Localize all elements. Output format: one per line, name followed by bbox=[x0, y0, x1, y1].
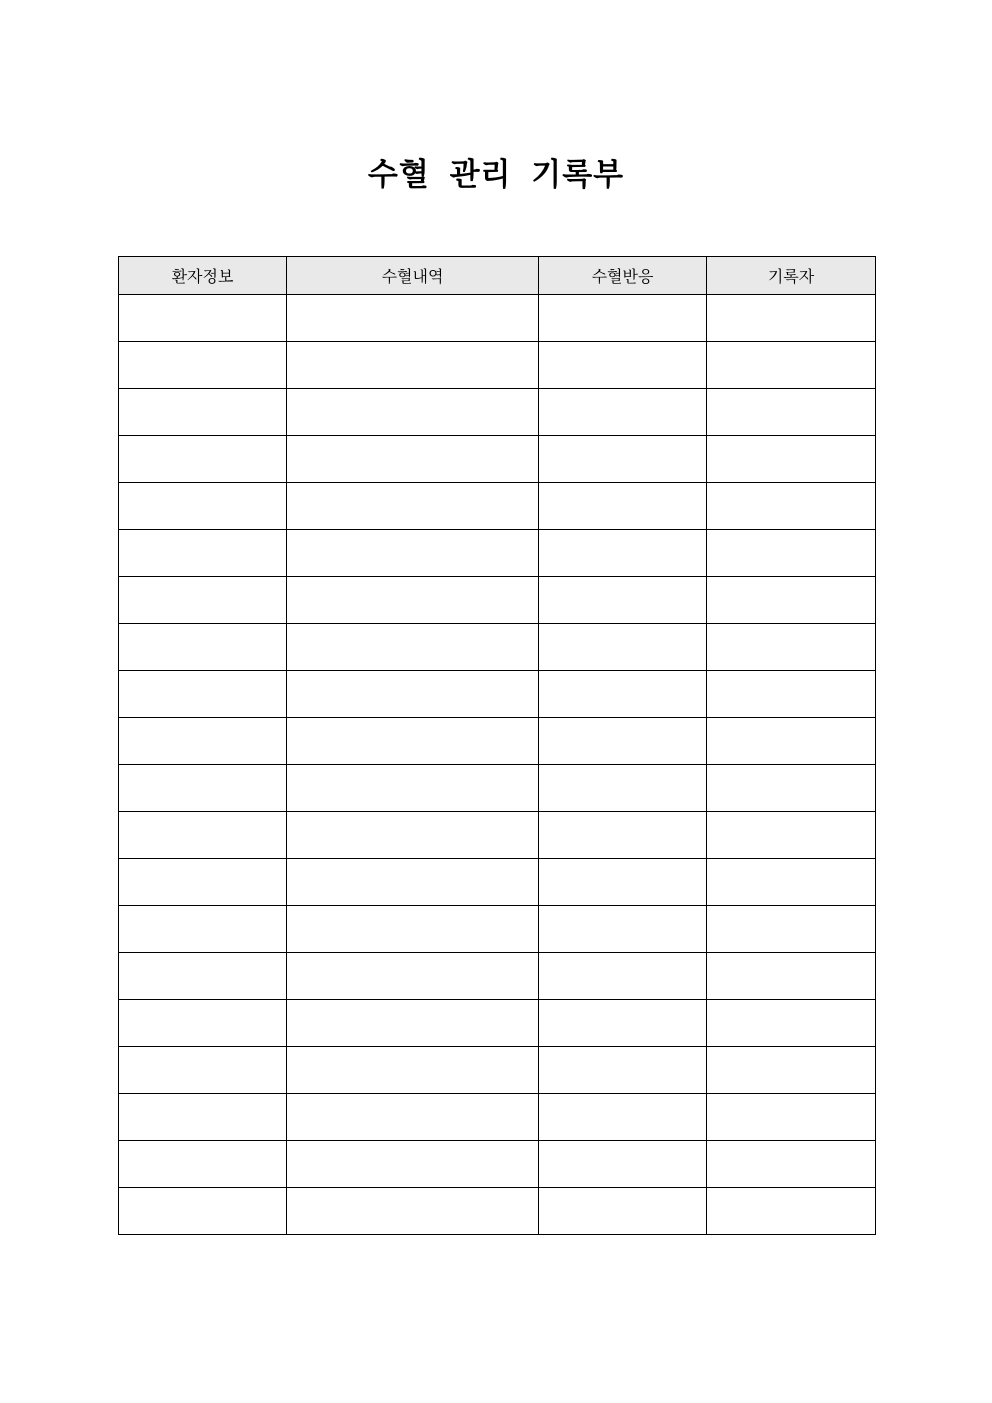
table-body bbox=[119, 295, 876, 1235]
table-row bbox=[119, 1000, 876, 1047]
cell-transfusion-details[interactable] bbox=[287, 624, 539, 671]
cell-recorder[interactable] bbox=[707, 436, 876, 483]
cell-patient-info[interactable] bbox=[119, 1047, 287, 1094]
table-row bbox=[119, 906, 876, 953]
column-header-transfusion-details: 수혈내역 bbox=[287, 257, 539, 295]
cell-transfusion-details[interactable] bbox=[287, 295, 539, 342]
cell-transfusion-reaction[interactable] bbox=[539, 1188, 707, 1235]
cell-patient-info[interactable] bbox=[119, 859, 287, 906]
cell-transfusion-details[interactable] bbox=[287, 906, 539, 953]
table-row bbox=[119, 436, 876, 483]
cell-transfusion-reaction[interactable] bbox=[539, 436, 707, 483]
cell-recorder[interactable] bbox=[707, 530, 876, 577]
table-row bbox=[119, 671, 876, 718]
cell-patient-info[interactable] bbox=[119, 718, 287, 765]
cell-patient-info[interactable] bbox=[119, 389, 287, 436]
cell-patient-info[interactable] bbox=[119, 1141, 287, 1188]
table-row bbox=[119, 859, 876, 906]
table-row bbox=[119, 1047, 876, 1094]
cell-recorder[interactable] bbox=[707, 389, 876, 436]
cell-transfusion-reaction[interactable] bbox=[539, 342, 707, 389]
cell-transfusion-details[interactable] bbox=[287, 1047, 539, 1094]
column-header-transfusion-reaction: 수혈반응 bbox=[539, 257, 707, 295]
cell-transfusion-reaction[interactable] bbox=[539, 1000, 707, 1047]
cell-transfusion-details[interactable] bbox=[287, 389, 539, 436]
cell-transfusion-details[interactable] bbox=[287, 953, 539, 1000]
column-header-patient-info: 환자정보 bbox=[119, 257, 287, 295]
cell-patient-info[interactable] bbox=[119, 765, 287, 812]
cell-transfusion-details[interactable] bbox=[287, 1000, 539, 1047]
cell-recorder[interactable] bbox=[707, 812, 876, 859]
cell-patient-info[interactable] bbox=[119, 295, 287, 342]
table-row bbox=[119, 1141, 876, 1188]
cell-transfusion-details[interactable] bbox=[287, 859, 539, 906]
cell-recorder[interactable] bbox=[707, 483, 876, 530]
cell-recorder[interactable] bbox=[707, 953, 876, 1000]
cell-recorder[interactable] bbox=[707, 1141, 876, 1188]
cell-recorder[interactable] bbox=[707, 718, 876, 765]
cell-patient-info[interactable] bbox=[119, 953, 287, 1000]
cell-transfusion-details[interactable] bbox=[287, 765, 539, 812]
cell-recorder[interactable] bbox=[707, 577, 876, 624]
cell-patient-info[interactable] bbox=[119, 906, 287, 953]
cell-transfusion-details[interactable] bbox=[287, 342, 539, 389]
cell-recorder[interactable] bbox=[707, 624, 876, 671]
cell-transfusion-reaction[interactable] bbox=[539, 389, 707, 436]
cell-transfusion-reaction[interactable] bbox=[539, 1047, 707, 1094]
cell-transfusion-reaction[interactable] bbox=[539, 577, 707, 624]
cell-transfusion-reaction[interactable] bbox=[539, 906, 707, 953]
cell-transfusion-details[interactable] bbox=[287, 1188, 539, 1235]
cell-transfusion-reaction[interactable] bbox=[539, 1094, 707, 1141]
cell-recorder[interactable] bbox=[707, 671, 876, 718]
cell-recorder[interactable] bbox=[707, 906, 876, 953]
cell-transfusion-reaction[interactable] bbox=[539, 295, 707, 342]
cell-transfusion-details[interactable] bbox=[287, 718, 539, 765]
cell-transfusion-details[interactable] bbox=[287, 812, 539, 859]
cell-transfusion-reaction[interactable] bbox=[539, 718, 707, 765]
cell-transfusion-details[interactable] bbox=[287, 1094, 539, 1141]
table-row bbox=[119, 295, 876, 342]
cell-recorder[interactable] bbox=[707, 1188, 876, 1235]
cell-transfusion-reaction[interactable] bbox=[539, 765, 707, 812]
cell-patient-info[interactable] bbox=[119, 436, 287, 483]
table-row bbox=[119, 342, 876, 389]
table-row bbox=[119, 953, 876, 1000]
table-row bbox=[119, 483, 876, 530]
cell-patient-info[interactable] bbox=[119, 577, 287, 624]
cell-transfusion-reaction[interactable] bbox=[539, 953, 707, 1000]
cell-transfusion-reaction[interactable] bbox=[539, 530, 707, 577]
cell-recorder[interactable] bbox=[707, 1000, 876, 1047]
cell-transfusion-details[interactable] bbox=[287, 671, 539, 718]
table-row bbox=[119, 718, 876, 765]
cell-transfusion-reaction[interactable] bbox=[539, 671, 707, 718]
table-row bbox=[119, 530, 876, 577]
cell-transfusion-reaction[interactable] bbox=[539, 859, 707, 906]
cell-patient-info[interactable] bbox=[119, 1188, 287, 1235]
cell-transfusion-details[interactable] bbox=[287, 530, 539, 577]
cell-transfusion-reaction[interactable] bbox=[539, 624, 707, 671]
table-row bbox=[119, 577, 876, 624]
cell-transfusion-reaction[interactable] bbox=[539, 1141, 707, 1188]
cell-recorder[interactable] bbox=[707, 342, 876, 389]
cell-transfusion-reaction[interactable] bbox=[539, 812, 707, 859]
cell-recorder[interactable] bbox=[707, 1047, 876, 1094]
cell-patient-info[interactable] bbox=[119, 671, 287, 718]
table-row bbox=[119, 389, 876, 436]
table-row bbox=[119, 765, 876, 812]
cell-patient-info[interactable] bbox=[119, 624, 287, 671]
table-row bbox=[119, 812, 876, 859]
cell-recorder[interactable] bbox=[707, 1094, 876, 1141]
cell-recorder[interactable] bbox=[707, 765, 876, 812]
cell-transfusion-details[interactable] bbox=[287, 1141, 539, 1188]
cell-transfusion-reaction[interactable] bbox=[539, 483, 707, 530]
table-row bbox=[119, 624, 876, 671]
table-row bbox=[119, 1094, 876, 1141]
cell-patient-info[interactable] bbox=[119, 342, 287, 389]
cell-recorder[interactable] bbox=[707, 295, 876, 342]
cell-transfusion-details[interactable] bbox=[287, 483, 539, 530]
cell-patient-info[interactable] bbox=[119, 1000, 287, 1047]
cell-transfusion-details[interactable] bbox=[287, 436, 539, 483]
transfusion-log-table bbox=[118, 256, 876, 1235]
cell-patient-info[interactable] bbox=[119, 483, 287, 530]
cell-recorder[interactable] bbox=[707, 859, 876, 906]
page-title: 수혈 관리 기록부 bbox=[367, 156, 625, 193]
cell-transfusion-details[interactable] bbox=[287, 577, 539, 624]
cell-patient-info[interactable] bbox=[119, 812, 287, 859]
cell-patient-info[interactable] bbox=[119, 1094, 287, 1141]
table-header-row bbox=[119, 257, 876, 295]
cell-patient-info[interactable] bbox=[119, 530, 287, 577]
table-row bbox=[119, 1188, 876, 1235]
column-header-recorder: 기록자 bbox=[707, 257, 876, 295]
